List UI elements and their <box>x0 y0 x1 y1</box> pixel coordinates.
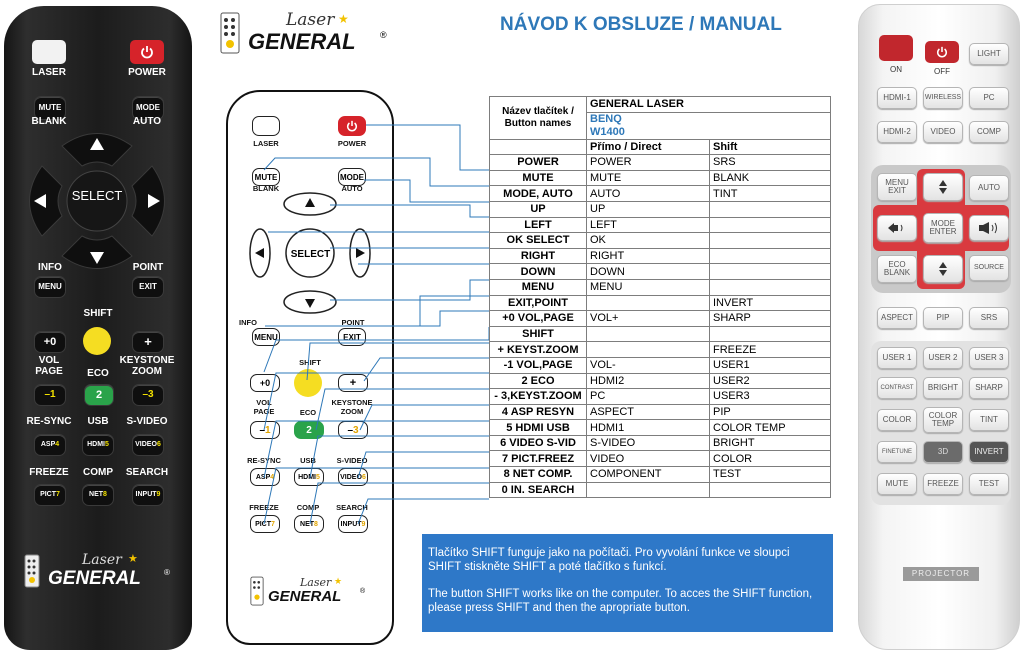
line-hdmi-num: 5 <box>315 473 320 481</box>
white-pc-button[interactable]: PC <box>969 87 1009 109</box>
line-pict <box>264 468 489 524</box>
header-logo-laser: Laser <box>286 10 335 30</box>
volume-up-icon <box>978 222 1000 234</box>
direct-cell: VOL- <box>587 357 710 373</box>
table-row <box>490 357 831 373</box>
auto-label: AUTO <box>132 116 162 127</box>
line-input <box>358 499 489 524</box>
button-name-cell: -1 VOL,PAGE <box>490 357 587 373</box>
header-button-names <box>490 97 587 140</box>
white-auto-button[interactable]: AUTO <box>969 175 1009 201</box>
white-hdmi2-button[interactable]: HDMI-2 <box>877 121 917 143</box>
up-icon <box>938 179 948 195</box>
white-wireless-button[interactable]: WIRELESS <box>923 87 963 109</box>
white-on-button[interactable] <box>879 35 913 61</box>
direct-cell: LEFT <box>587 217 710 233</box>
direct-cell <box>587 295 710 311</box>
white-exit-text: EXIT <box>888 186 906 195</box>
line-exit <box>362 311 489 326</box>
line-logo-star: ★ <box>334 576 343 586</box>
model-number: W1400 <box>590 125 625 138</box>
line-net-text: NET <box>300 520 315 528</box>
line-svideo-label: S-VIDEO <box>336 456 368 465</box>
line-mode-button[interactable]: MODE <box>338 168 366 186</box>
mode-button[interactable]: MODE <box>132 96 164 120</box>
point-label: POINT <box>132 262 164 273</box>
line-mode <box>364 180 489 202</box>
line-shift <box>307 343 489 380</box>
colheader-direct: Přímo / Direct <box>587 139 710 155</box>
table-colheader-row <box>490 139 831 155</box>
table-row <box>490 233 831 249</box>
two-text: 2 <box>95 389 103 401</box>
shift-cell: INVERT <box>710 295 831 311</box>
line-keystone-label: KEYSTONE <box>331 398 373 407</box>
shift-cell <box>710 482 831 498</box>
white-vol-up-button[interactable] <box>969 215 1009 241</box>
shift-cell: COLOR TEMP <box>710 420 831 436</box>
shift-cell: SRS <box>710 155 831 171</box>
plus-button[interactable]: + <box>132 331 164 353</box>
button-name-cell: EXIT,POINT <box>490 295 587 311</box>
white-invert-button[interactable]: INVERT <box>969 441 1009 463</box>
power-label: POWER <box>128 67 166 78</box>
header-logo-reg: ® <box>380 30 387 40</box>
line-asp <box>264 421 489 478</box>
line-vol-label: VOL <box>256 398 272 407</box>
table-row <box>490 264 831 280</box>
line-net-num: 8 <box>314 520 318 528</box>
white-light-button[interactable]: LIGHT <box>969 43 1009 65</box>
white-menu-exit-button[interactable] <box>877 173 917 201</box>
shift-cell <box>710 279 831 295</box>
direct-cell: MUTE <box>587 170 710 186</box>
table-row <box>490 389 831 405</box>
direct-cell <box>587 482 710 498</box>
table-row <box>490 311 831 327</box>
shift-cell <box>710 264 831 280</box>
volume-down-icon <box>887 222 907 234</box>
white-user1-button[interactable]: USER 1 <box>877 347 917 369</box>
line-input-text: INPUT <box>340 520 362 528</box>
line-resync-label: RE-SYNC <box>247 456 281 465</box>
white-contrast-button[interactable]: CONTRAST <box>877 377 917 399</box>
table-row <box>490 217 831 233</box>
white-hdmi1-button[interactable]: HDMI-1 <box>877 87 917 109</box>
vol-label: VOL <box>38 355 60 366</box>
line-zoom-label: ZOOM <box>340 407 364 416</box>
table-row <box>490 295 831 311</box>
line-input-num: 9 <box>361 520 366 528</box>
table-row <box>490 186 831 202</box>
white-down-button[interactable] <box>923 255 963 283</box>
white-projector-label: PROJECTOR <box>903 567 979 581</box>
button-name-cell: +0 VOL,PAGE <box>490 311 587 327</box>
colheader-empty <box>490 139 587 155</box>
keystone-label: KEYSTONE <box>119 355 175 366</box>
white-user2-button[interactable]: USER 2 <box>923 347 963 369</box>
page-label: PAGE <box>35 366 63 377</box>
shift-cell <box>710 217 831 233</box>
button-name-cell: 5 HDMI USB <box>490 420 587 436</box>
white-source-button[interactable]: SOURCE <box>969 255 1009 281</box>
table-header-row <box>490 97 831 113</box>
direct-cell: RIGHT <box>587 248 710 264</box>
line-plus0 <box>264 327 489 372</box>
white-finetune-button[interactable]: FINETUNE <box>877 441 917 463</box>
note-en: The button SHIFT works like on the computer. To acces the SHIFT function, please press SHIFT and then the apropriate button. <box>428 588 813 614</box>
blank-label: BLANK <box>31 116 67 127</box>
info-label: INFO <box>38 262 62 273</box>
line-video <box>358 452 489 478</box>
shift-cell: FREEZE <box>710 342 831 358</box>
shift-cell: BRIGHT <box>710 435 831 451</box>
note-cz: Tlačítko SHIFT funguje jako na počítači. Pro vyvolání funkce ve sloupci SHIFT stiskněte SHIFT a poté tlačítko s funkcí. <box>428 547 790 573</box>
white-bright-button[interactable]: BRIGHT <box>923 377 963 399</box>
freeze-label: FREEZE <box>29 467 69 478</box>
header-model <box>587 112 831 139</box>
white-freeze-button[interactable]: FREEZE <box>923 473 963 495</box>
direct-cell: POWER <box>587 155 710 171</box>
white-up-button[interactable] <box>923 173 963 201</box>
pict-num: 7 <box>56 491 60 498</box>
down-icon <box>938 261 948 277</box>
white-eco-text: ECO <box>888 260 906 269</box>
direct-cell: S-VIDEO <box>587 435 710 451</box>
video-text: VIDEO <box>135 441 157 448</box>
shift-cell: TINT <box>710 186 831 202</box>
white-mode-enter-button[interactable] <box>923 213 963 243</box>
asp-num: 4 <box>55 441 60 448</box>
shift-cell: USER3 <box>710 389 831 405</box>
line-search-label: SEARCH <box>336 503 368 512</box>
table-row <box>490 373 831 389</box>
select-label: SELECT <box>71 188 123 203</box>
table-row <box>490 342 831 358</box>
line-power <box>366 125 489 170</box>
line-asp-text: ASP <box>255 473 271 481</box>
direct-cell: COMPONENT <box>587 467 710 483</box>
white-test-button[interactable]: TEST <box>969 473 1009 495</box>
resync-label: RE-SYNC <box>26 416 72 427</box>
button-name-cell: RIGHT <box>490 248 587 264</box>
line-logo-general: GENERAL <box>268 588 342 605</box>
shift-cell: COLOR <box>710 451 831 467</box>
white-aspect-button[interactable]: ASPECT <box>877 307 917 329</box>
line-eco-button[interactable]: 2 <box>294 421 324 439</box>
line-mute <box>264 158 489 186</box>
direct-cell: PC <box>587 389 710 405</box>
white-pip-button[interactable]: PIP <box>923 307 963 329</box>
white-3d-button[interactable]: 3D <box>923 441 963 463</box>
line-two <box>316 389 489 430</box>
line-shift-label: SHIFT <box>299 358 321 367</box>
shift-cell: USER1 <box>710 357 831 373</box>
direct-cell: HDMI1 <box>587 420 710 436</box>
white-eco-blank-button[interactable] <box>877 255 917 283</box>
header-label-cz: Název tlačítek / <box>502 105 574 117</box>
shift-cell: USER2 <box>710 373 831 389</box>
line-eco-label: ECO <box>299 408 317 417</box>
search-label: SEARCH <box>125 467 169 478</box>
direct-cell: DOWN <box>587 264 710 280</box>
table-row <box>490 420 831 436</box>
direct-cell <box>587 342 710 358</box>
direct-cell: OK <box>587 233 710 249</box>
model-brand: BENQ <box>590 112 622 125</box>
line-auto-label: AUTO <box>341 184 363 193</box>
table-row <box>490 201 831 217</box>
line-minus1-num: 1 <box>265 424 271 436</box>
white-blank-text: BLANK <box>883 268 911 277</box>
line-plus0-text: +0 <box>259 377 271 388</box>
shift-cell: TEST <box>710 467 831 483</box>
line-page-label: PAGE <box>253 407 275 416</box>
exit-button[interactable]: EXIT <box>132 276 164 298</box>
table-row <box>490 248 831 264</box>
button-mapping-table <box>489 96 831 498</box>
direct-cell: VIDEO <box>587 451 710 467</box>
table-row <box>490 155 831 171</box>
button-name-cell: SHIFT <box>490 326 587 342</box>
line-video-text: VIDEO <box>340 473 362 481</box>
white-on-label: ON <box>890 65 902 74</box>
asp-text: ASP <box>40 441 56 448</box>
line-asp-num: 4 <box>270 473 275 481</box>
table-row <box>490 435 831 451</box>
button-name-cell: MENU <box>490 279 587 295</box>
minus3-text: –3 <box>142 389 154 400</box>
direct-cell <box>587 326 710 342</box>
button-name-cell: 8 NET COMP. <box>490 467 587 483</box>
white-video-button[interactable]: VIDEO <box>923 121 963 143</box>
line-mute-button[interactable]: MUTE <box>252 168 280 186</box>
button-name-cell: 0 IN. SEARCH <box>490 482 587 498</box>
line-laser-label: LASER <box>253 139 279 148</box>
line-plus <box>364 358 489 381</box>
direct-cell: MENU <box>587 279 710 295</box>
eco-label: ECO <box>87 368 109 379</box>
button-name-cell: LEFT <box>490 217 587 233</box>
hdmi-text: HDMI <box>87 441 105 448</box>
page-title: NÁVOD K OBSLUZE / MANUAL <box>500 14 782 35</box>
colheader-shift: Shift <box>710 139 831 155</box>
shift-cell: BLANK <box>710 170 831 186</box>
button-name-cell: MODE, AUTO <box>490 186 587 202</box>
pict-text: PICT <box>40 491 57 498</box>
header-label-en: Button names <box>504 117 572 129</box>
white-mode-text: MODE <box>931 219 955 228</box>
white-off-label: OFF <box>934 67 950 76</box>
button-name-cell: OK SELECT <box>490 233 587 249</box>
minus1-text: –1 <box>44 389 56 400</box>
line-down <box>330 280 489 300</box>
white-srs-button[interactable]: SRS <box>969 307 1009 329</box>
photo-remote-white <box>858 4 1020 650</box>
direct-cell: ASPECT <box>587 404 710 420</box>
white-off-button[interactable] <box>925 41 959 63</box>
shift-note <box>422 534 833 632</box>
white-mute-button[interactable]: MUTE <box>877 473 917 495</box>
line-freeze-label: FREEZE <box>249 503 279 512</box>
line-power-label: POWER <box>337 139 367 148</box>
white-color-temp-button[interactable] <box>923 407 963 433</box>
white-user3-button[interactable]: USER 3 <box>969 347 1009 369</box>
shift-label: SHIFT <box>83 308 113 319</box>
button-name-cell: + KEYST.ZOOM <box>490 342 587 358</box>
line-up <box>330 205 489 217</box>
shift-cell <box>710 326 831 342</box>
black-logo-laser: Laser <box>82 552 122 568</box>
shift-cell <box>710 233 831 249</box>
table-row <box>490 326 831 342</box>
button-name-cell: 6 VIDEO S-VID <box>490 435 587 451</box>
header-brand: GENERAL LASER <box>587 97 831 113</box>
table-row <box>490 279 831 295</box>
net-num: 8 <box>103 491 107 498</box>
white-color-temp-line1: COLOR <box>928 411 958 420</box>
header-logo-general: GENERAL <box>248 29 356 54</box>
zoom-label: ZOOM <box>132 366 162 377</box>
table-body <box>490 155 831 498</box>
line-menu-button[interactable]: MENU <box>252 328 280 346</box>
line-net <box>310 483 489 524</box>
line-minus1-sign: – <box>259 424 265 436</box>
line-hdmi <box>310 436 489 478</box>
button-name-cell: POWER <box>490 155 587 171</box>
input-text: INPUT <box>135 491 157 498</box>
line-comp-label: COMP <box>296 503 320 512</box>
shift-cell <box>710 201 831 217</box>
white-color-temp-line2: TEMP <box>931 419 955 428</box>
hdmi-num: 5 <box>104 441 109 448</box>
line-info-label: INFO <box>239 318 257 327</box>
line-hdmi-text: HDMI <box>298 473 316 481</box>
table-row <box>490 467 831 483</box>
button-name-cell: UP <box>490 201 587 217</box>
svideo-label: S-VIDEO <box>126 416 168 427</box>
table-row <box>490 170 831 186</box>
direct-cell: VOL+ <box>587 311 710 327</box>
line-plus-button[interactable]: + <box>338 374 368 392</box>
direct-cell: HDMI2 <box>587 373 710 389</box>
button-name-cell: 4 ASP RESYN <box>490 404 587 420</box>
white-vol-down-button[interactable] <box>877 215 917 241</box>
header-logo-star: ★ <box>338 12 349 26</box>
black-logo-reg: ® <box>164 568 170 577</box>
line-minus3-sign: – <box>347 424 353 436</box>
comp-label: COMP <box>83 467 113 478</box>
laser-label: LASER <box>32 67 66 78</box>
line-exit-button[interactable]: EXIT <box>338 328 366 346</box>
white-menu-text: MENU <box>885 178 909 187</box>
usb-label: USB <box>87 416 109 427</box>
button-name-cell: 2 ECO <box>490 373 587 389</box>
line-pict-text: PICT <box>255 520 272 528</box>
shift-cell <box>710 248 831 264</box>
button-name-cell: MUTE <box>490 170 587 186</box>
plus0-text: +0 <box>43 336 57 348</box>
menu-button[interactable]: MENU <box>34 276 66 298</box>
mute-button[interactable]: MUTE <box>34 96 66 120</box>
line-logo-laser: Laser <box>300 576 332 589</box>
button-name-cell: - 3,KEYST.ZOOM <box>490 389 587 405</box>
black-logo-general: GENERAL <box>48 568 141 589</box>
line-blank-label: BLANK <box>252 184 280 193</box>
button-name-cell: 7 PICT.FREEZ <box>490 451 587 467</box>
video-num: 6 <box>156 441 161 448</box>
black-logo-star: ★ <box>128 553 138 565</box>
line-pict-num: 7 <box>271 520 275 528</box>
button-name-cell: DOWN <box>490 264 587 280</box>
direct-cell: AUTO <box>587 186 710 202</box>
table-row <box>490 451 831 467</box>
net-text: NET <box>89 491 104 498</box>
line-usb-label: USB <box>300 456 316 465</box>
shift-cell: PIP <box>710 404 831 420</box>
line-point-label: POINT <box>341 318 365 327</box>
white-comp-button[interactable]: COMP <box>969 121 1009 143</box>
line-minus3-num: 3 <box>353 424 359 436</box>
white-color-button[interactable]: COLOR <box>877 409 917 431</box>
line-video-num: 6 <box>361 473 366 481</box>
line-logo-reg: ® <box>360 588 366 595</box>
direct-cell: UP <box>587 201 710 217</box>
line-select-label: SELECT <box>290 249 331 260</box>
line-minus3 <box>360 405 489 430</box>
shift-cell: SHARP <box>710 311 831 327</box>
table-row <box>490 482 831 498</box>
white-enter-text: ENTER <box>929 227 957 236</box>
white-sharp-button[interactable]: SHARP <box>969 377 1009 399</box>
input-num: 9 <box>156 491 161 498</box>
power-icon <box>936 46 948 58</box>
white-tint-button[interactable]: TINT <box>969 409 1009 431</box>
table-row <box>490 404 831 420</box>
